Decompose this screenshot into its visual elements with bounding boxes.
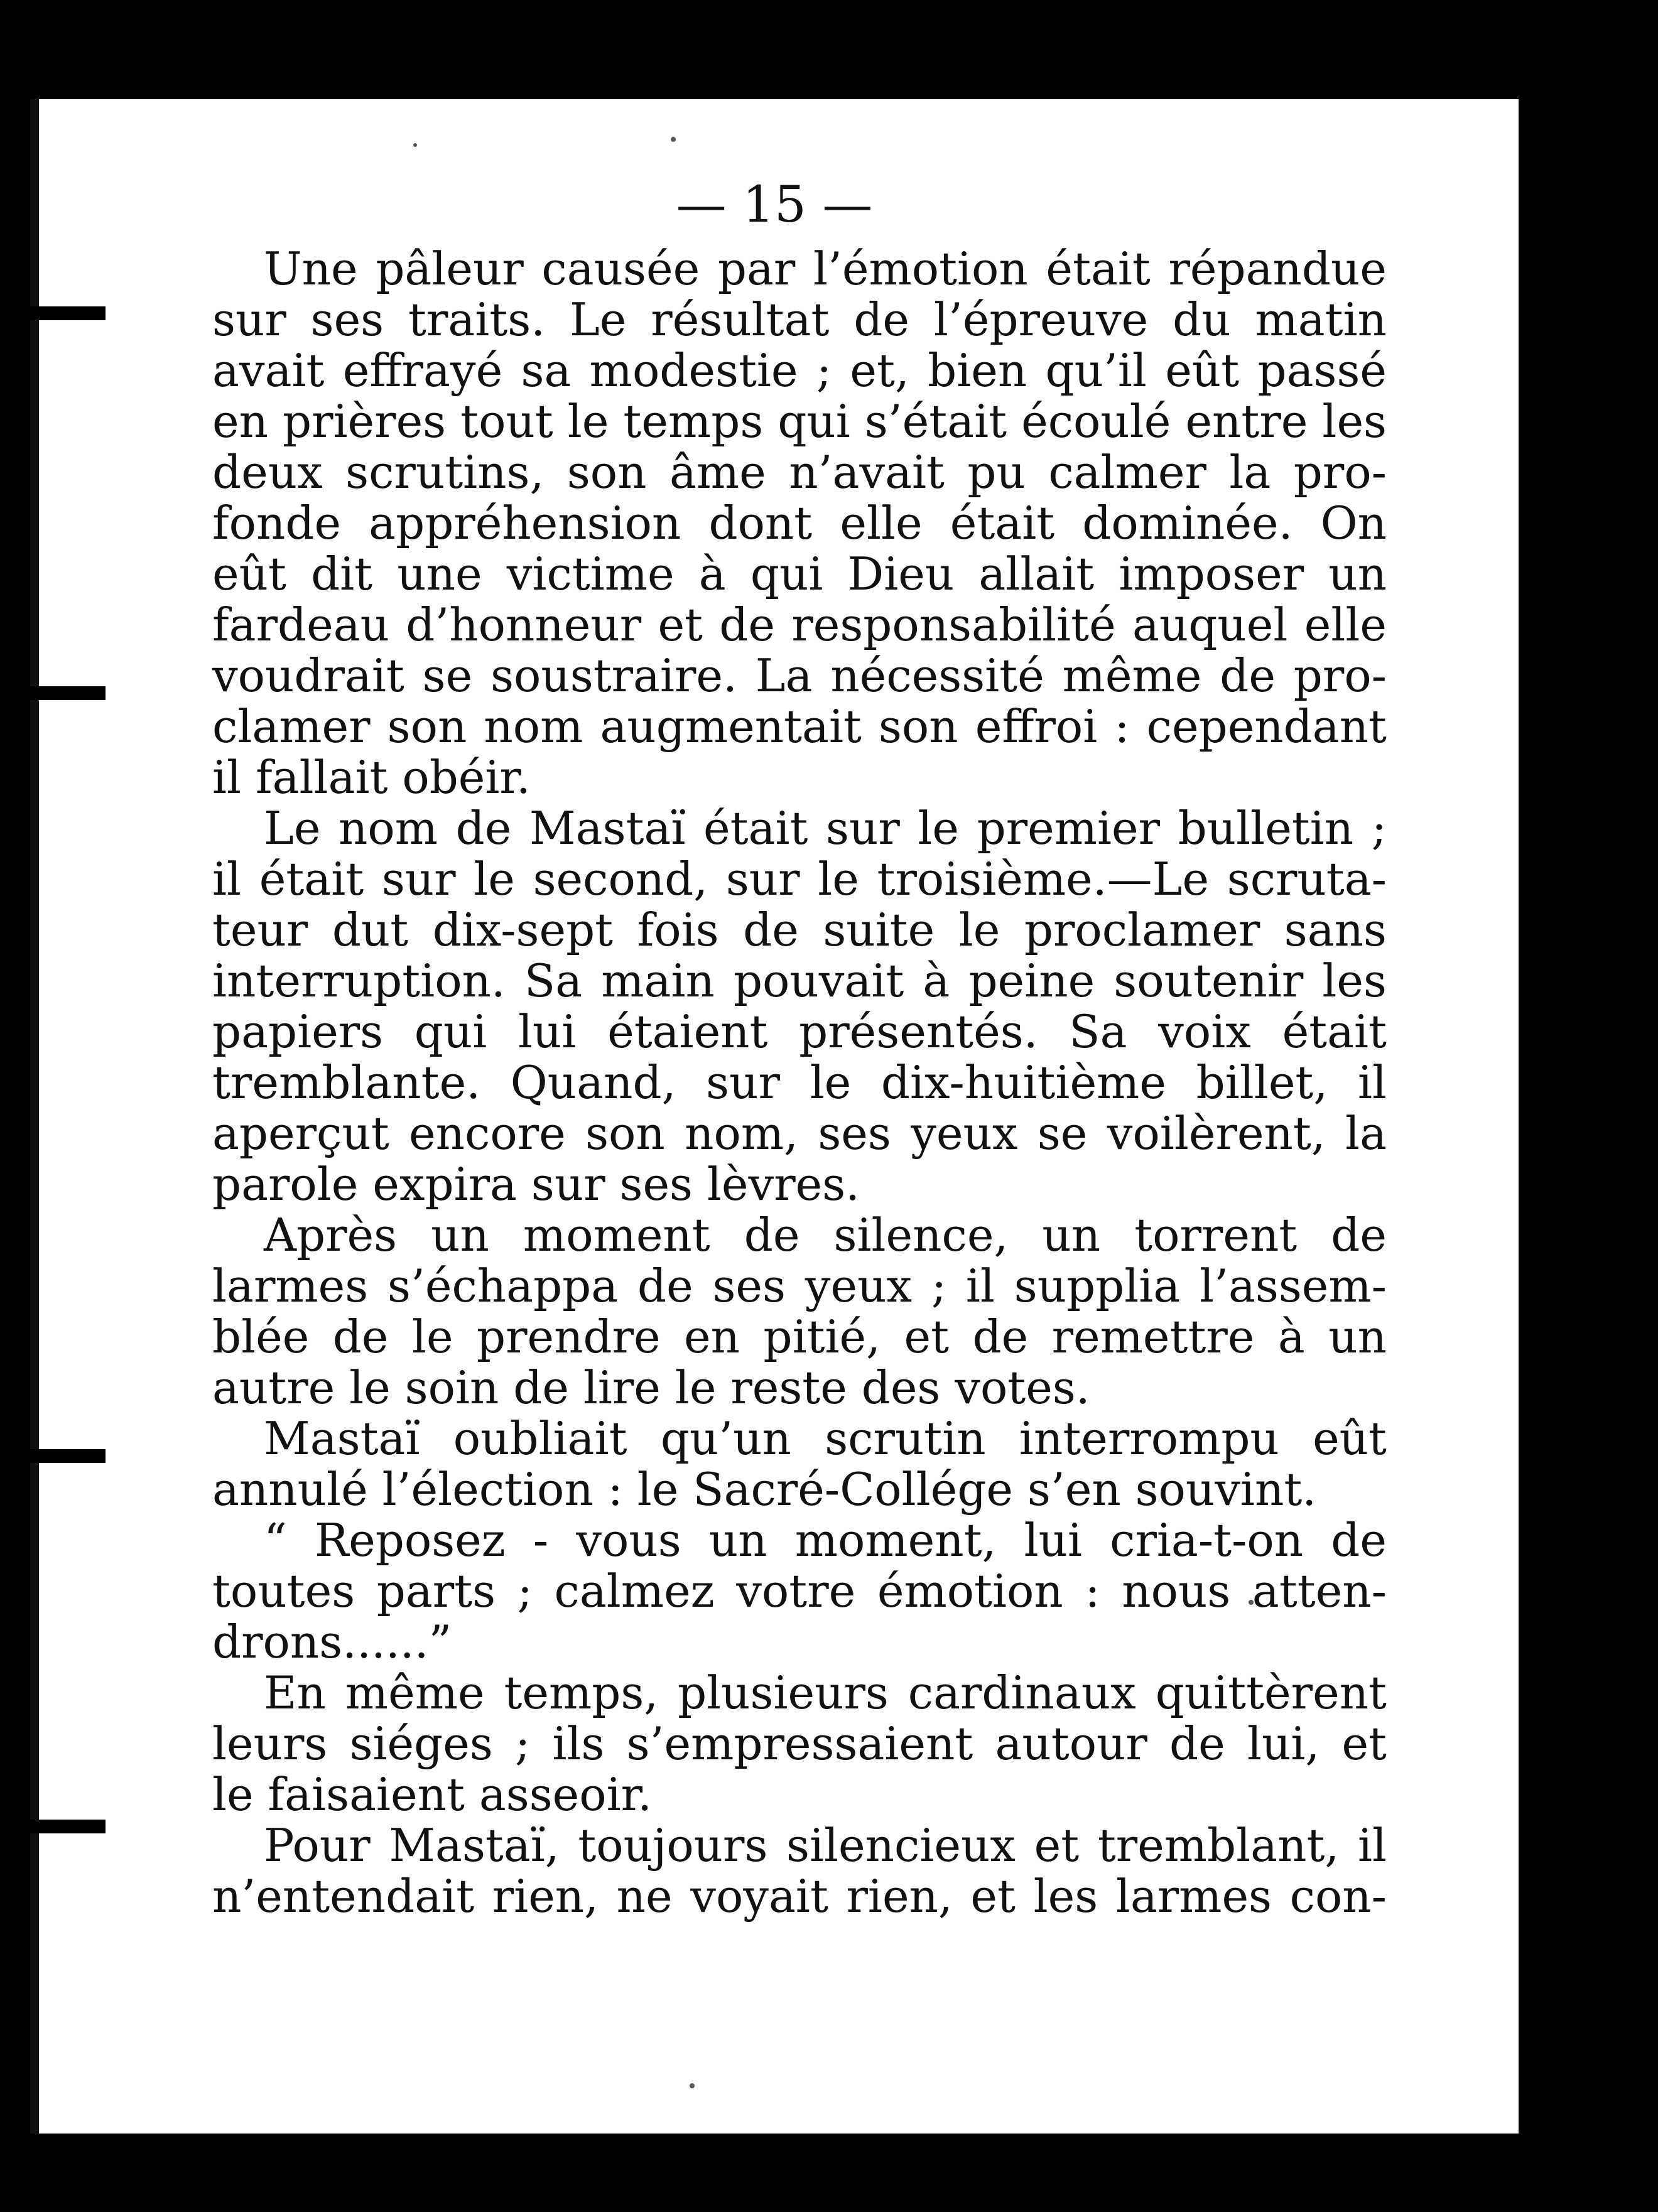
binding-tab [30, 686, 106, 700]
text-line: aperçut encore son nom, ses yeux se voilèrent, la [212, 1108, 1387, 1159]
text-line: papiers qui lui étaient présentés. Sa voix était [212, 1006, 1387, 1057]
text-line: larmes s’échappa de ses yeux ; il supplia l’assem- [212, 1261, 1387, 1312]
text-line: en prières tout le temps qui s’était écoulé entre les [212, 396, 1387, 447]
text-line: il était sur le second, sur le troisième.—Le scruta- [212, 854, 1387, 905]
text-line: toutes parts ; calmez votre émotion : nous atten- [212, 1566, 1387, 1617]
text-line: le faisaient asseoir. [212, 1769, 653, 1820]
body-text [212, 244, 1387, 1922]
paper-speck [671, 137, 676, 142]
text-line: sur ses traits. Le résultat de l’épreuve du matin [212, 294, 1387, 345]
binding-tab [30, 1820, 106, 1833]
text-line: Le nom de Mastaï était sur le premier bulletin ; [264, 803, 1387, 854]
text-line: interruption. Sa main pouvait à peine soutenir les [212, 956, 1387, 1006]
text-line: avait effrayé sa modestie ; et, bien qu’il eût passé [212, 345, 1387, 396]
text-line: parole expira sur ses lèvres. [212, 1159, 860, 1210]
text-line: Une pâleur causée par l’émotion était répandue [264, 244, 1387, 294]
page-number: — 15 — [676, 175, 873, 234]
text-line: blée de le prendre en pitié, et de remettre à un [212, 1312, 1387, 1362]
text-line: eût dit une victime à qui Dieu allait imposer un [212, 549, 1387, 600]
text-line: Après un moment de silence, un torrent de [264, 1210, 1387, 1261]
text-line: deux scrutins, son âme n’avait pu calmer la pro- [212, 447, 1387, 498]
text-line: “ Reposez - vous un moment, lui cria-t-on de [264, 1515, 1387, 1566]
text-line: tremblante. Quand, sur le dix-huitième billet, il [212, 1057, 1387, 1108]
text-line: En même temps, plusieurs cardinaux quittèrent [264, 1668, 1387, 1718]
text-line: leurs siéges ; ils s’empressaient autour de lui, et [212, 1718, 1387, 1769]
paper-speck [690, 2083, 695, 2088]
text-line: teur dut dix-sept fois de suite le proclamer sans [212, 905, 1387, 956]
paper-speck [413, 143, 417, 147]
text-line: clamer son nom augmentait son effroi : cependant [212, 701, 1387, 752]
text-line: autre le soin de lire le reste des votes. [212, 1362, 1090, 1413]
text-line: fardeau d’honneur et de responsabilité auquel elle [212, 600, 1387, 650]
text-line: n’entendait rien, ne voyait rien, et les larmes con- [212, 1871, 1387, 1922]
text-line: fonde appréhension dont elle était dominée. On [212, 498, 1387, 549]
text-line: Mastaï oubliait qu’un scrutin interrompu eût [264, 1413, 1387, 1464]
text-line: voudrait se soustraire. La nécessité même de pro- [212, 650, 1387, 701]
text-line: Pour Mastaï, toujours silencieux et tremblant, il [264, 1820, 1387, 1871]
binding-tab [30, 1449, 106, 1463]
book-page [30, 99, 1519, 2134]
text-line: il fallait obéir. [212, 752, 531, 803]
binding-tab [30, 306, 106, 320]
text-line: drons......” [212, 1617, 452, 1668]
text-line: annulé l’élection : le Sacré-Collége s’en souvint. [212, 1464, 1317, 1515]
